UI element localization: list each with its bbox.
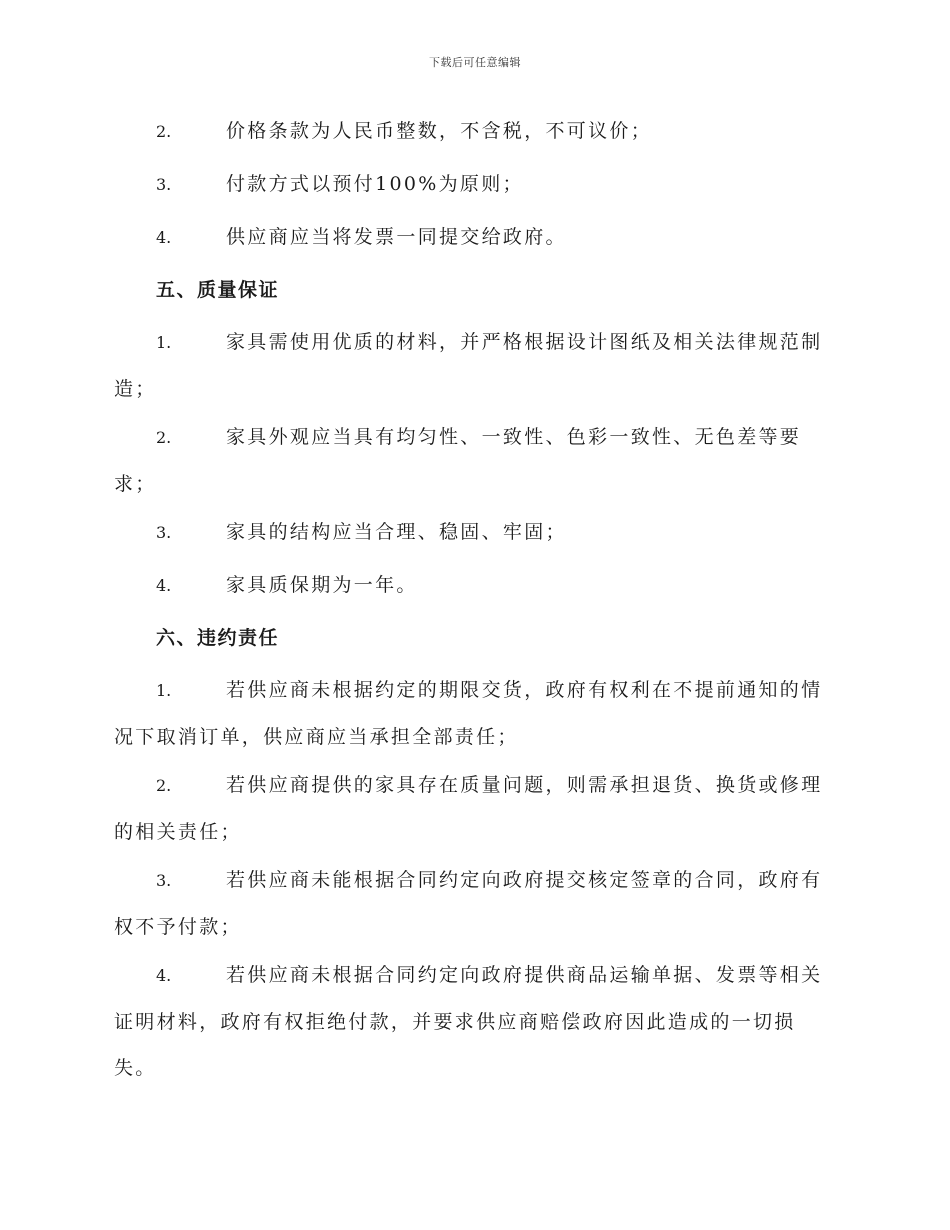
item-number: 2. bbox=[156, 776, 172, 795]
section-heading-liability: 六、违约责任 bbox=[156, 627, 280, 649]
item-number: 4. bbox=[156, 228, 172, 247]
item-number: 2. bbox=[156, 428, 172, 447]
list-item bbox=[114, 762, 834, 855]
item-text: 付款方式以预付100%为原则； bbox=[226, 173, 524, 195]
item-number: 3. bbox=[156, 871, 172, 890]
list-item bbox=[114, 214, 834, 261]
item-text: 若供应商未能根据合同约定向政府提交核定签章的合同，政府有权不予付款； bbox=[114, 869, 823, 938]
list-item bbox=[114, 667, 834, 760]
list-item bbox=[114, 108, 834, 155]
document-body bbox=[114, 108, 834, 1093]
list-item bbox=[114, 562, 834, 609]
list-item bbox=[114, 319, 834, 412]
item-text: 供应商应当将发票一同提交给政府。 bbox=[226, 226, 567, 248]
item-number: 4. bbox=[156, 966, 172, 985]
item-number: 4. bbox=[156, 576, 172, 595]
list-item bbox=[114, 857, 834, 950]
item-text: 若供应商未根据合同约定向政府提供商品运输单据、发票等相关证明材料，政府有权拒绝付款，并要求供应商赔偿政府因此造成的一切损失。 bbox=[114, 964, 823, 1079]
item-number: 2. bbox=[156, 122, 172, 141]
item-text: 若供应商未根据约定的期限交货，政府有权利在不提前通知的情况下取消订单，供应商应当承担全部责任； bbox=[114, 679, 823, 748]
item-number: 3. bbox=[156, 175, 172, 194]
item-text: 家具需使用优质的材料，并严格根据设计图纸及相关法律规范制造； bbox=[114, 331, 823, 400]
item-number: 3. bbox=[156, 523, 172, 542]
item-text: 若供应商提供的家具存在质量问题，则需承担退货、换货或修理的相关责任； bbox=[114, 774, 823, 843]
list-item bbox=[114, 161, 834, 208]
item-text: 家具外观应当具有均匀性、一致性、色彩一致性、无色差等要求； bbox=[114, 426, 802, 495]
list-item bbox=[114, 509, 834, 556]
item-text: 家具的结构应当合理、稳固、牢固； bbox=[226, 521, 567, 543]
list-item bbox=[114, 414, 834, 507]
item-number: 1. bbox=[156, 681, 172, 700]
page-header: 下载后可任意编辑 bbox=[429, 56, 521, 69]
section-heading-quality: 五、质量保证 bbox=[156, 279, 280, 301]
item-text: 价格条款为人民币整数，不含税，不可议价； bbox=[226, 120, 653, 142]
list-item bbox=[114, 952, 834, 1091]
item-number: 1. bbox=[156, 333, 172, 352]
item-text: 家具质保期为一年。 bbox=[226, 574, 418, 596]
